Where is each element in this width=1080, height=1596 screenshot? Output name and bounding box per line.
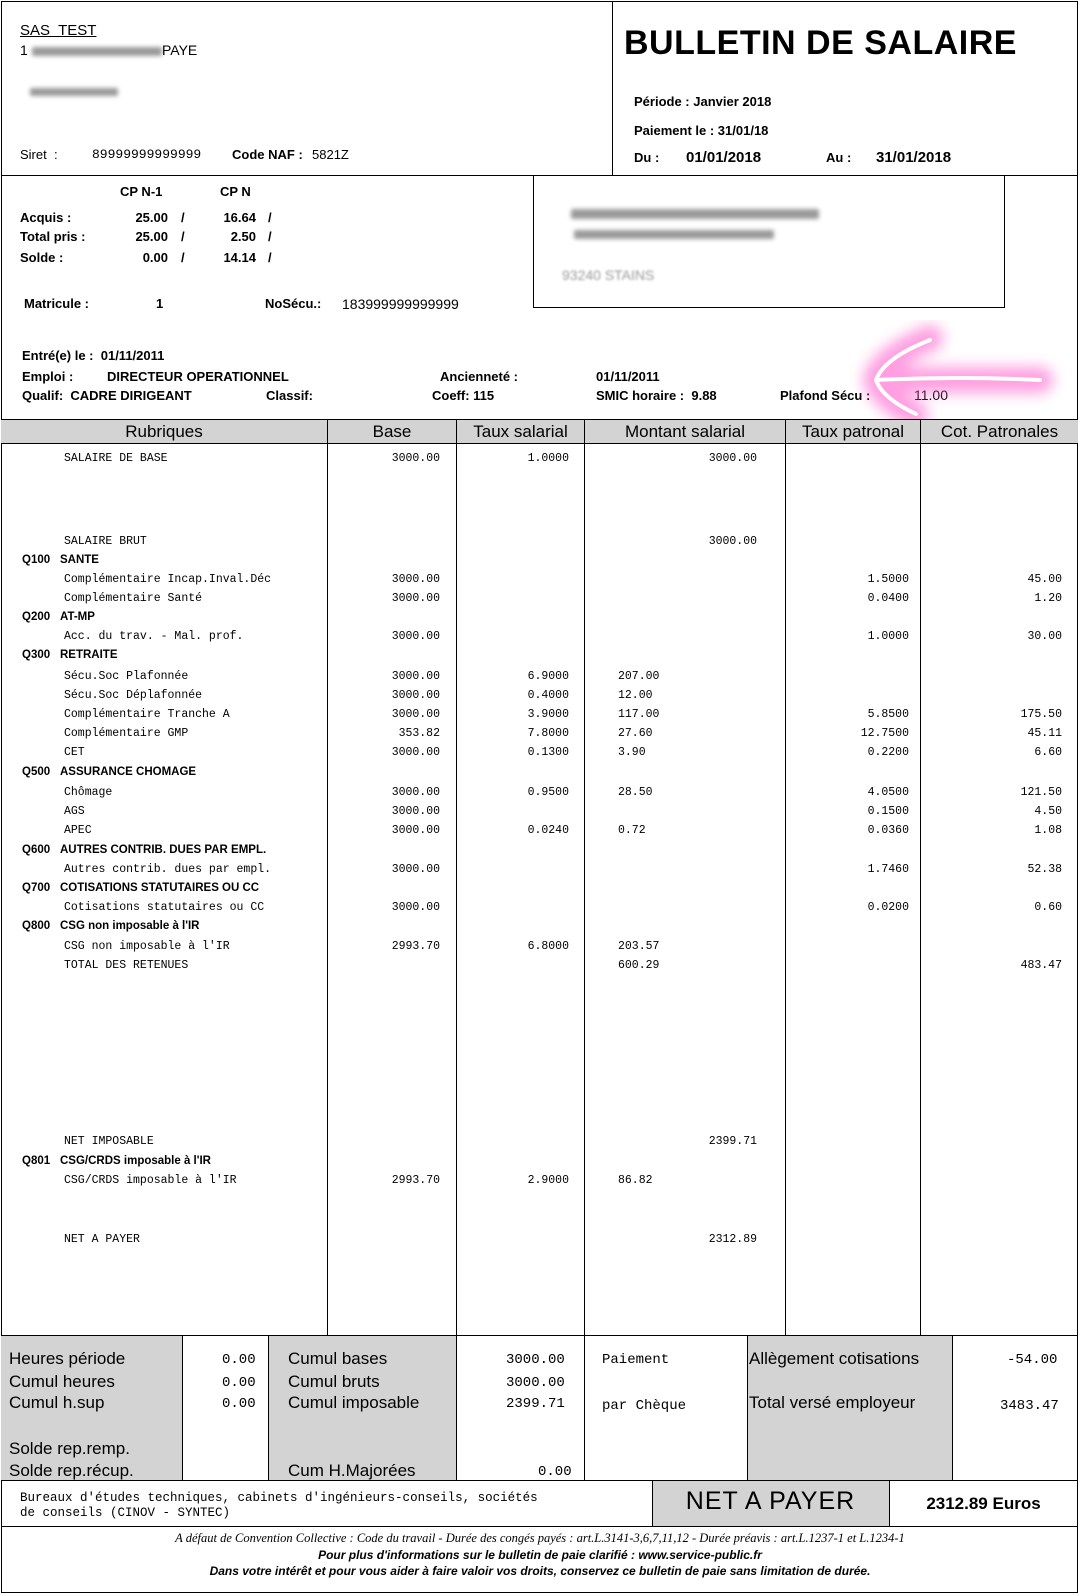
line-label: AGS [64, 805, 85, 818]
table-row [0, 535, 1080, 555]
table-row [0, 573, 1080, 593]
line-base: 3000.00 [391, 689, 440, 702]
line-taux-salarial: 6.9000 [527, 670, 569, 683]
table-row [0, 1135, 1080, 1155]
line-cot-patronales: 483.47 [1020, 959, 1062, 972]
table-row [0, 863, 1080, 883]
line-base: 353.82 [398, 727, 440, 740]
line-taux-salarial: 0.9500 [527, 786, 569, 799]
acquis-n: 16.64 [223, 210, 256, 225]
line-cot-patronales: 121.50 [1020, 786, 1062, 799]
line-code: Q801 [22, 1155, 51, 1167]
siret-label: Siret : [20, 147, 58, 162]
au-label: Au : [826, 150, 852, 165]
cp-n1-header: CP N-1 [120, 184, 163, 199]
nosecu-value: 183999999999999 [342, 296, 459, 312]
line-code: Q600 [22, 844, 51, 856]
line-label: Acc. du trav. - Mal. prof. [64, 630, 244, 643]
table-row [0, 1233, 1080, 1253]
entree-date: Entré(e) le : 01/11/2011 [22, 348, 165, 363]
document-title: BULLETIN DE SALAIRE [624, 24, 1017, 62]
line-label: CSG/CRDS imposable à l'IR [60, 1155, 211, 1167]
line-code: Q200 [22, 611, 51, 623]
matricule-label: Matricule : [24, 296, 90, 311]
line-taux-salarial: 0.4000 [527, 689, 569, 702]
line-base: 3000.00 [391, 630, 440, 643]
line-cot-patronales: 1.08 [1034, 824, 1062, 837]
table-row [0, 727, 1080, 747]
au-value: 31/01/2018 [876, 149, 952, 166]
convention-line-1: Bureaux d'études techniques, cabinets d'ingénieurs-conseils, sociétés [20, 1491, 538, 1505]
line-code: Q300 [22, 649, 51, 661]
line-montant-salarial: 3.90 [618, 746, 646, 759]
line-taux-patronal: 1.7460 [867, 863, 909, 876]
line-base: 3000.00 [391, 670, 440, 683]
line-label: Sécu.Soc Plafonnée [64, 670, 189, 683]
line-montant-salarial: 117.00 [618, 708, 660, 721]
line-cot-patronales: 175.50 [1020, 708, 1062, 721]
solde-rep-remp-label: Solde rep.remp. [9, 1439, 130, 1458]
table-row [0, 901, 1080, 921]
line-taux-salarial: 6.8000 [527, 940, 569, 953]
company-name: SAS TEST [20, 22, 97, 39]
line-taux-patronal: 0.2200 [867, 746, 909, 759]
line-label: SANTE [60, 554, 99, 566]
redacted-city [30, 88, 118, 96]
line-label: Complémentaire Santé [64, 592, 203, 605]
legal-notice-1: A défaut de Convention Collective : Code du travail - Durée des congés payés : art.L.3141-3,6,7,11,12 - Durée préavis : art.L.1237-1 et L.1234-1 [175, 1531, 905, 1545]
line-label: ASSURANCE CHOMAGE [60, 766, 197, 778]
cum-h-majorees-label: Cum H.Majorées [288, 1461, 416, 1480]
line-base: 3000.00 [391, 592, 440, 605]
line-montant-salarial: 2312.89 [708, 1233, 757, 1246]
line-label: Complémentaire GMP [64, 727, 189, 740]
cumul-heures-label: Cumul heures [9, 1372, 115, 1391]
line-taux-salarial: 7.8000 [527, 727, 569, 740]
company-address-tail: PAYE [162, 42, 198, 58]
total-pris-n: 2.50 [230, 229, 256, 244]
line-taux-salarial: 3.9000 [527, 708, 569, 721]
coeff: Coeff: 115 [432, 388, 495, 403]
anciennete-label: Ancienneté : [440, 369, 519, 384]
line-label: APEC [64, 824, 92, 837]
anciennete-value: 01/11/2011 [596, 369, 660, 384]
table-row [0, 786, 1080, 806]
line-label: AUTRES CONTRIB. DUES PAR EMPL. [60, 844, 267, 856]
line-code: Q800 [22, 920, 51, 932]
line-label: NET IMPOSABLE [64, 1135, 154, 1148]
line-taux-salarial: 2.9000 [527, 1174, 569, 1187]
table-row [0, 920, 1080, 940]
allegement-label: Allègement cotisations [749, 1349, 920, 1368]
line-label: TOTAL DES RETENUES [64, 959, 189, 972]
periode: Période : Janvier 2018 [634, 94, 772, 109]
table-row [0, 805, 1080, 825]
total-verse-label: Total versé employeur [749, 1393, 916, 1412]
cumul-hsup-value: 0.00 [222, 1396, 256, 1412]
table-row [0, 746, 1080, 766]
table-row [0, 452, 1080, 472]
line-cot-patronales: 45.00 [1027, 573, 1062, 586]
line-cot-patronales: 52.38 [1027, 863, 1062, 876]
paiement-label: Paiement [602, 1352, 670, 1368]
line-montant-salarial: 27.60 [618, 727, 653, 740]
line-label: COTISATIONS STATUTAIRES OU CC [60, 882, 260, 894]
line-label: CSG non imposable à l'IR [60, 920, 200, 932]
line-base: 2993.70 [391, 1174, 440, 1187]
line-label: CSG non imposable à l'IR [64, 940, 230, 953]
col-base: Base [372, 422, 412, 441]
line-label: AT-MP [60, 611, 95, 623]
paiement-date: Paiement le : 31/01/18 [634, 123, 769, 138]
line-label: Sécu.Soc Déplafonnée [64, 689, 203, 702]
acquis-n1: 25.00 [135, 210, 168, 225]
acquis-label: Acquis : [20, 210, 72, 225]
employee-city: 93240 STAINS [562, 267, 655, 283]
classif: Classif: [266, 388, 313, 403]
line-base: 3000.00 [391, 824, 440, 837]
line-taux-patronal: 12.7500 [860, 727, 909, 740]
table-row [0, 592, 1080, 612]
line-label: CET [64, 746, 85, 759]
naf-value: 5821Z [312, 147, 349, 162]
line-taux-patronal: 0.0360 [867, 824, 909, 837]
table-row [0, 959, 1080, 979]
line-base: 2993.70 [391, 940, 440, 953]
line-cot-patronales: 6.60 [1034, 746, 1062, 759]
line-label: CSG/CRDS imposable à l'IR [64, 1174, 237, 1187]
line-taux-patronal: 1.5000 [867, 573, 909, 586]
line-label: Complémentaire Incap.Inval.Déc [64, 573, 272, 586]
line-taux-salarial: 0.1300 [527, 746, 569, 759]
col-rubriques: Rubriques [125, 422, 203, 441]
line-label: NET A PAYER [64, 1233, 140, 1246]
line-label: Autres contrib. dues par empl. [64, 863, 272, 876]
line-base: 3000.00 [391, 901, 440, 914]
line-cot-patronales: 1.20 [1034, 592, 1062, 605]
line-label: Chômage [64, 786, 113, 799]
col-montant-salarial: Montant salarial [624, 422, 745, 441]
line-montant-salarial: 28.50 [618, 786, 653, 799]
redacted-address [32, 47, 162, 56]
cumul-bruts-label: Cumul bruts [288, 1372, 380, 1391]
table-row [0, 670, 1080, 690]
net-a-payer-label: NET A PAYER [685, 1487, 856, 1515]
table-row [0, 766, 1080, 786]
table-row [0, 689, 1080, 709]
cumul-bruts-value: 3000.00 [506, 1375, 565, 1391]
line-cot-patronales: 30.00 [1027, 630, 1062, 643]
line-base: 3000.00 [391, 746, 440, 759]
line-cot-patronales: 45.11 [1027, 727, 1062, 740]
legal-notice-3: Dans votre intérêt et pour vous aider à faire valoir vos droits, conservez ce bulletin de paie sans limitation de durée. [209, 1564, 871, 1578]
cumul-heures-value: 0.00 [222, 1375, 256, 1391]
line-base: 3000.00 [391, 786, 440, 799]
table-row [0, 824, 1080, 844]
line-label: RETRAITE [60, 649, 118, 661]
solde-n1: 0.00 [142, 250, 168, 265]
solde-n: 14.14 [223, 250, 256, 265]
cumul-imposable-label: Cumul imposable [288, 1393, 420, 1412]
total-verse-value: 3483.47 [1000, 1398, 1059, 1414]
emploi-label: Emploi : [22, 369, 74, 384]
du-value: 01/01/2018 [686, 149, 762, 166]
plafond-value: 11.00 [914, 387, 948, 403]
nosecu-label: NoSécu.: [265, 296, 322, 311]
line-base: 3000.00 [391, 452, 440, 465]
employee-address-box [533, 175, 1005, 308]
line-taux-patronal: 1.0000 [867, 630, 909, 643]
line-label: Cotisations statutaires ou CC [64, 901, 265, 914]
line-base: 3000.00 [391, 805, 440, 818]
allegement-value: -54.00 [1007, 1352, 1058, 1368]
line-cot-patronales: 4.50 [1034, 805, 1062, 818]
table-row [0, 708, 1080, 728]
du-label: Du : [634, 150, 660, 165]
redacted-employee-name [571, 209, 819, 219]
table-row [0, 554, 1080, 574]
line-base: 3000.00 [391, 708, 440, 721]
cumul-hsup-label: Cumul h.sup [9, 1393, 105, 1412]
heures-periode-value: 0.00 [222, 1352, 256, 1368]
line-montant-salarial: 3000.00 [708, 452, 757, 465]
line-cot-patronales: 0.60 [1034, 901, 1062, 914]
line-label: SALAIRE DE BASE [64, 452, 168, 465]
line-montant-salarial: 2399.71 [708, 1135, 757, 1148]
line-montant-salarial: 600.29 [618, 959, 660, 972]
line-taux-patronal: 0.0200 [867, 901, 909, 914]
line-montant-salarial: 3000.00 [708, 535, 757, 548]
cum-h-majorees-value: 0.00 [538, 1464, 572, 1480]
solde-rep-recup-label: Solde rep.récup. [9, 1461, 134, 1480]
line-taux-patronal: 5.8500 [867, 708, 909, 721]
table-row [0, 1174, 1080, 1194]
solde-label: Solde : [20, 250, 64, 265]
par-cheque: par Chèque [602, 1398, 687, 1414]
col-taux-salarial: Taux salarial [473, 422, 568, 441]
line-base: 3000.00 [391, 573, 440, 586]
line-taux-patronal: 0.0400 [867, 592, 909, 605]
line-label: Complémentaire Tranche A [64, 708, 230, 721]
line-taux-patronal: 0.1500 [867, 805, 909, 818]
table-row [0, 1155, 1080, 1175]
line-code: Q700 [22, 882, 51, 894]
line-montant-salarial: 207.00 [618, 670, 660, 683]
emploi-value: DIRECTEUR OPERATIONNEL [107, 369, 289, 384]
convention-line-2: de conseils (CINOV - SYNTEC) [20, 1506, 231, 1520]
col-taux-patronal: Taux patronal [801, 422, 905, 441]
company-address-prefix: 1 [20, 42, 28, 58]
line-label: SALAIRE BRUT [64, 535, 147, 548]
siret-value: 89999999999999 [92, 147, 202, 162]
net-a-payer-value: 2312.89 Euros [926, 1494, 1041, 1513]
naf-label: Code NAF : [232, 147, 303, 162]
cp-n-header: CP N [220, 184, 251, 199]
line-montant-salarial: 0.72 [618, 824, 646, 837]
line-montant-salarial: 86.82 [618, 1174, 653, 1187]
cumul-bases-value: 3000.00 [506, 1352, 565, 1368]
table-row [0, 649, 1080, 669]
line-taux-patronal: 4.0500 [867, 786, 909, 799]
line-code: Q500 [22, 766, 51, 778]
table-row [0, 882, 1080, 902]
cumul-imposable-value: 2399.71 [506, 1396, 565, 1412]
line-montant-salarial: 203.57 [618, 940, 660, 953]
line-montant-salarial: 12.00 [618, 689, 653, 702]
redacted-employee-street [574, 230, 774, 239]
smic-horaire: SMIC horaire : 9.88 [596, 388, 717, 403]
plafond-label: Plafond Sécu : [780, 388, 871, 403]
matricule-value: 1 [156, 296, 164, 311]
total-pris-label: Total pris : [20, 229, 86, 244]
line-code: Q100 [22, 554, 51, 566]
legal-notice-2: Pour plus d'informations sur le bulletin de paie clarifié : www.service-public.fr [318, 1548, 762, 1562]
heures-periode-label: Heures période [9, 1349, 126, 1368]
qualif: Qualif: CADRE DIRIGEANT [22, 388, 192, 403]
line-taux-salarial: 0.0240 [527, 824, 569, 837]
table-row [0, 630, 1080, 650]
line-base: 3000.00 [391, 863, 440, 876]
cumul-bases-label: Cumul bases [288, 1349, 388, 1368]
table-row [0, 940, 1080, 960]
line-taux-salarial: 1.0000 [527, 452, 569, 465]
col-cot-patronales: Cot. Patronales [940, 422, 1059, 441]
table-row [0, 844, 1080, 864]
table-row [0, 611, 1080, 631]
total-pris-n1: 25.00 [135, 229, 168, 244]
